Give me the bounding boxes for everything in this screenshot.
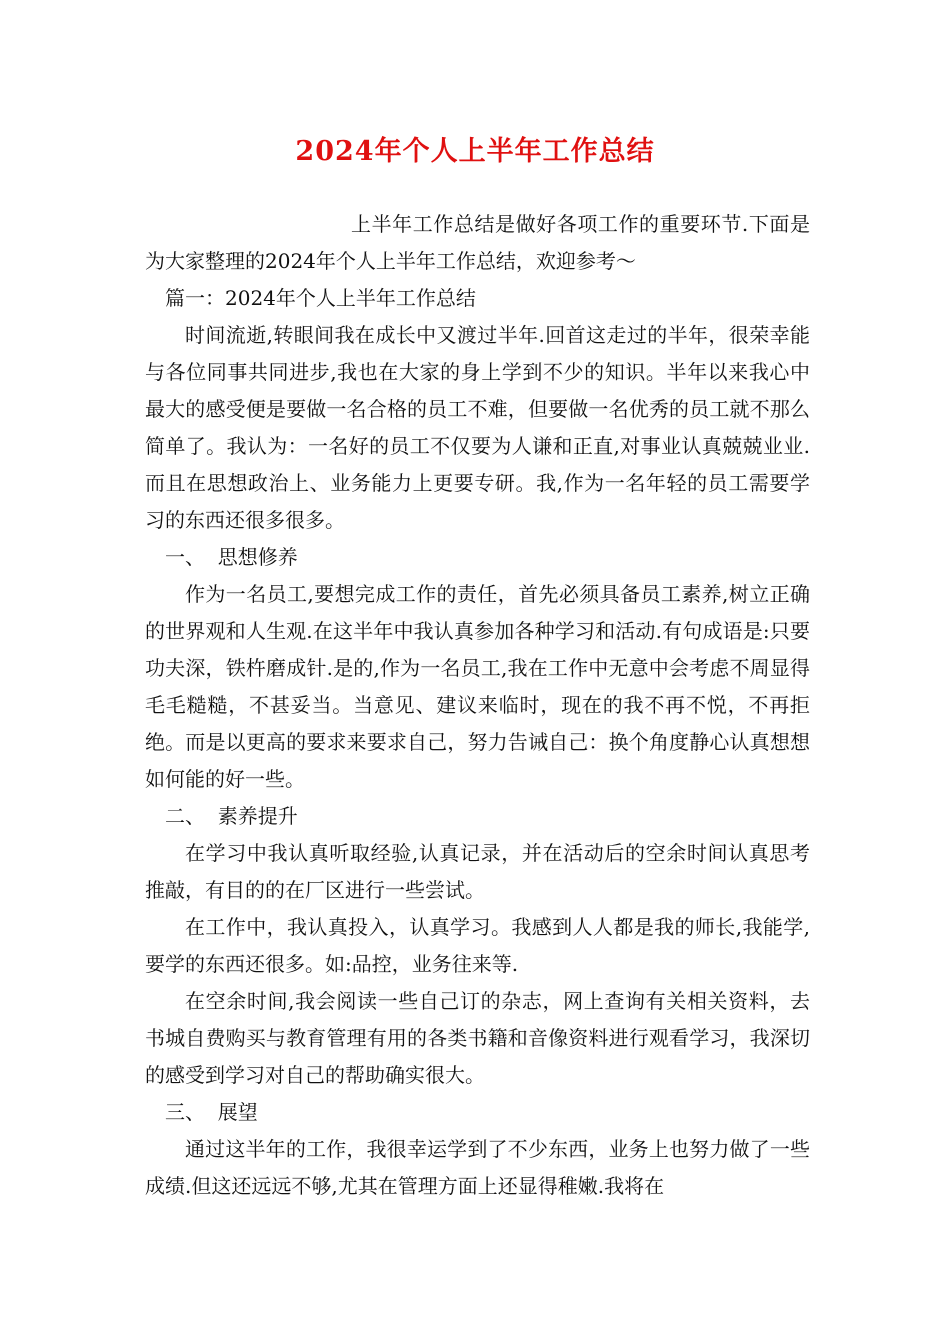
body-paragraph: 在工作中，我认真投入，认真学习。我感到人人都是我的师长,我能学,要学的东西还很多。如:品控，业务往来等. bbox=[145, 915, 810, 976]
document-title: 2024年个人上半年工作总结 bbox=[295, 136, 655, 167]
intro-paragraph: 上半年工作总结是做好各项工作的重要环节.下面是为大家整理的2024年个人上半年工作总结，欢迎参考～ bbox=[145, 212, 810, 273]
body-paragraph: 在学习中我认真听取经验,认真记录，并在活动后的空余时间认真思考推敲，有目的的在厂区进行一些尝试。 bbox=[145, 841, 810, 902]
body-paragraph: 通过这半年的工作，我很幸运学到了不少东西，业务上也努力做了一些成绩.但这还远远不够,尤其在管理方面上还显得稚嫩.我将在 bbox=[145, 1137, 810, 1198]
document-body bbox=[145, 206, 810, 1205]
body-paragraph: 在空余时间,我会阅读一些自己订的杂志，网上查询有关相关资料，去书城自费购买与教育管理有用的各类书籍和音像资料进行观看学习，我深切的感受到学习对自己的帮助确实很大。 bbox=[145, 989, 810, 1087]
body-paragraph: 时间流逝,转眼间我在成长中又渡过半年.回首这走过的半年，很荣幸能与各位同事共同进步,我也在大家的身上学到不少的知识。半年以来我心中最大的感受便是要做一名合格的员工不难，但要做一名优秀的员工就不那么简单了。我认为：一名好的员工不仅要为人谦和正直,对事业认真兢兢业业.而且在思想政治上、业务能力上更要专研。我,作为一名年轻的员工需要学习的东西还很多很多。 bbox=[145, 323, 810, 532]
section-heading: 二、 素养提升 bbox=[165, 804, 298, 828]
article-heading: 篇一：2024年个人上半年工作总结 bbox=[165, 286, 476, 310]
section-heading: 一、 思想修养 bbox=[165, 545, 298, 569]
body-paragraph: 作为一名员工,要想完成工作的责任，首先必须具备员工素养,树立正确的世界观和人生观.在这半年中我认真参加各种学习和活动.有句成语是:只要功夫深，铁杵磨成针.是的,作为一名员工,我在工作中无意中会考虑不周显得毛毛糙糙，不甚妥当。当意见、建议来临时，现在的我不再不悦，不再拒绝。而是以更高的要求来要求自己，努力告诫自己：换个角度静心认真想想如何能的好一些。 bbox=[145, 582, 810, 791]
section-heading: 三、 展望 bbox=[165, 1100, 258, 1124]
